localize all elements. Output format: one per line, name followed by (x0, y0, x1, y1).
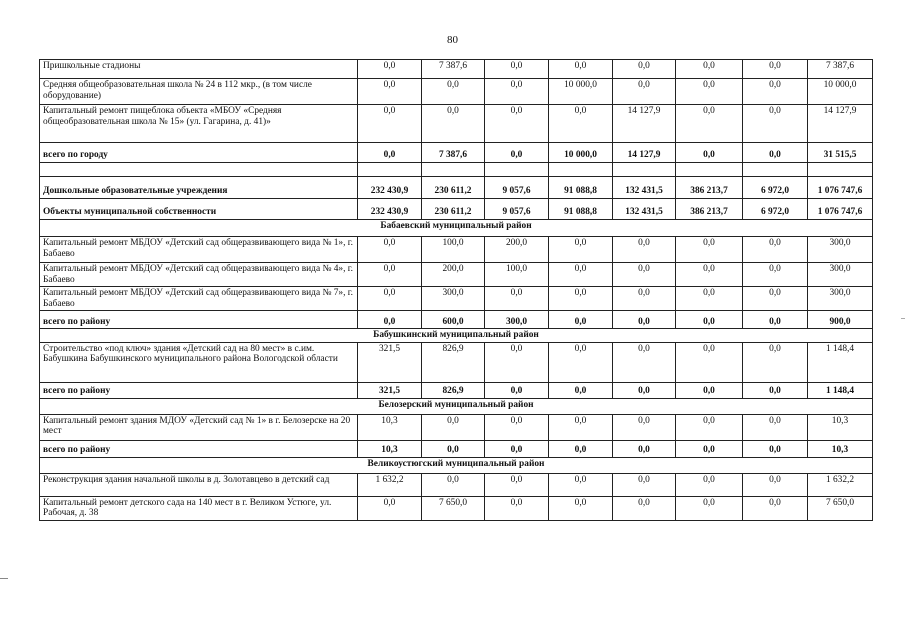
row-total-cell: 14 127,9 (808, 105, 873, 143)
value-cell: 0,0 (485, 414, 549, 440)
value-cell: 321,5 (358, 382, 422, 398)
value-cell: 0,0 (676, 143, 743, 163)
total-row (40, 177, 873, 199)
row-total-cell: 300,0 (808, 287, 873, 311)
value-cell: 0,0 (613, 473, 676, 496)
value-cell: 0,0 (613, 414, 676, 440)
value-cell: 0,0 (676, 496, 743, 520)
row-total-cell: 1 076 747,6 (808, 199, 873, 220)
value-cell: 230 611,2 (422, 177, 485, 199)
value-cell: 0,0 (676, 287, 743, 311)
value-cell: 0,0 (743, 143, 808, 163)
value-cell: 10 000,0 (549, 79, 613, 105)
value-cell: 386 213,7 (676, 177, 743, 199)
value-cell: 0,0 (485, 79, 549, 105)
value-cell: 0,0 (549, 496, 613, 520)
value-cell: 10 000,0 (549, 143, 613, 163)
row-total-cell: 900,0 (808, 311, 873, 329)
empty-cell (358, 163, 422, 177)
value-cell: 9 057,6 (485, 177, 549, 199)
value-cell: 7 387,6 (422, 143, 485, 163)
total-row (40, 311, 873, 329)
value-cell: 0,0 (743, 263, 808, 287)
item-name: Капитальный ремонт МБДОУ «Детский сад общеразвивающего вида № 4», г. Бабаево (40, 263, 358, 287)
value-cell: 0,0 (613, 342, 676, 382)
value-cell: 0,0 (549, 473, 613, 496)
page-number: 80 (447, 34, 458, 46)
value-cell: 7 387,6 (422, 60, 485, 79)
value-cell: 0,0 (549, 263, 613, 287)
value-cell: 232 430,9 (358, 199, 422, 220)
value-cell: 0,0 (743, 496, 808, 520)
value-cell: 0,0 (613, 496, 676, 520)
value-cell: 0,0 (613, 311, 676, 329)
value-cell: 132 431,5 (613, 177, 676, 199)
section-title: Бабушкинский муниципальный район (40, 329, 873, 343)
total-label: Дошкольные образовательные учреждения (40, 177, 358, 199)
value-cell: 0,0 (358, 311, 422, 329)
value-cell: 826,9 (422, 342, 485, 382)
value-cell: 0,0 (358, 237, 422, 263)
value-cell: 10,3 (358, 414, 422, 440)
total-label: всего по району (40, 311, 358, 329)
row-total-cell: 1 148,4 (808, 342, 873, 382)
value-cell: 0,0 (485, 60, 549, 79)
value-cell: 300,0 (422, 287, 485, 311)
value-cell: 0,0 (358, 496, 422, 520)
value-cell: 0,0 (676, 382, 743, 398)
empty-cell (549, 163, 613, 177)
value-cell: 0,0 (676, 79, 743, 105)
value-cell: 0,0 (549, 342, 613, 382)
value-cell: 0,0 (549, 237, 613, 263)
value-cell: 0,0 (743, 342, 808, 382)
row-total-cell: 31 515,5 (808, 143, 873, 163)
value-cell: 386 213,7 (676, 199, 743, 220)
table-body (40, 60, 873, 521)
value-cell: 0,0 (743, 311, 808, 329)
value-cell: 132 431,5 (613, 199, 676, 220)
value-cell: 232 430,9 (358, 177, 422, 199)
value-cell: 0,0 (549, 311, 613, 329)
table-row (40, 60, 873, 79)
section-header-row (40, 329, 873, 343)
empty-cell (743, 163, 808, 177)
value-cell: 0,0 (613, 60, 676, 79)
total-label: всего по району (40, 440, 358, 457)
table-row (40, 79, 873, 105)
value-cell: 9 057,6 (485, 199, 549, 220)
value-cell: 0,0 (613, 263, 676, 287)
row-total-cell: 7 650,0 (808, 496, 873, 520)
section-header-row (40, 457, 873, 473)
value-cell: 600,0 (422, 311, 485, 329)
value-cell: 0,0 (676, 60, 743, 79)
empty-cell (808, 163, 873, 177)
value-cell: 0,0 (743, 473, 808, 496)
budget-table (39, 59, 873, 521)
value-cell: 0,0 (485, 382, 549, 398)
value-cell: 230 611,2 (422, 199, 485, 220)
empty-cell (422, 163, 485, 177)
total-row (40, 440, 873, 457)
value-cell: 200,0 (422, 263, 485, 287)
value-cell: 0,0 (422, 473, 485, 496)
item-name: Капитальный ремонт здания МДОУ «Детский сад № 1» в г. Белозерске на 20 мест (40, 414, 358, 440)
value-cell: 300,0 (485, 311, 549, 329)
value-cell: 0,0 (358, 79, 422, 105)
value-cell: 0,0 (613, 287, 676, 311)
value-cell: 14 127,9 (613, 105, 676, 143)
value-cell: 0,0 (613, 79, 676, 105)
row-total-cell: 10 000,0 (808, 79, 873, 105)
row-total-cell: 10,3 (808, 440, 873, 457)
value-cell: 0,0 (676, 311, 743, 329)
value-cell: 0,0 (358, 263, 422, 287)
total-label: всего по городу (40, 143, 358, 163)
item-name: Средняя общеобразовательная школа № 24 в 112 мкр., (в том числе оборудование) (40, 79, 358, 105)
value-cell: 0,0 (743, 105, 808, 143)
total-row (40, 382, 873, 398)
value-cell: 0,0 (613, 382, 676, 398)
empty-cell (485, 163, 549, 177)
section-title: Белозерский муниципальный район (40, 398, 873, 414)
value-cell: 0,0 (358, 60, 422, 79)
row-total-cell: 10,3 (808, 414, 873, 440)
value-cell: 14 127,9 (613, 143, 676, 163)
value-cell: 100,0 (422, 237, 485, 263)
empty-cell (40, 163, 358, 177)
value-cell: 0,0 (549, 60, 613, 79)
value-cell: 0,0 (676, 342, 743, 382)
value-cell: 0,0 (676, 414, 743, 440)
scan-margin-mark (0, 578, 8, 579)
table-row (40, 473, 873, 496)
value-cell: 0,0 (676, 237, 743, 263)
value-cell: 0,0 (422, 79, 485, 105)
value-cell: 0,0 (358, 143, 422, 163)
value-cell: 0,0 (743, 287, 808, 311)
value-cell: 0,0 (422, 105, 485, 143)
table-row (40, 105, 873, 143)
value-cell: 0,0 (422, 440, 485, 457)
row-total-cell: 1 148,4 (808, 382, 873, 398)
row-total-cell: 300,0 (808, 237, 873, 263)
value-cell: 0,0 (358, 105, 422, 143)
value-cell: 0,0 (422, 414, 485, 440)
value-cell: 91 088,8 (549, 199, 613, 220)
section-title: Великоустюгский муниципальный район (40, 457, 873, 473)
value-cell: 1 632,2 (358, 473, 422, 496)
value-cell: 200,0 (485, 237, 549, 263)
row-total-cell: 7 387,6 (808, 60, 873, 79)
value-cell: 10,3 (358, 440, 422, 457)
value-cell: 0,0 (485, 143, 549, 163)
row-total-cell: 1 632,2 (808, 473, 873, 496)
item-name: Капитальный ремонт пищеблока объекта «МБОУ «Средняя общеобразовательная школа № 15» (ул. Гагарина, д. 41)» (40, 105, 358, 143)
value-cell: 0,0 (485, 440, 549, 457)
section-header-row (40, 220, 873, 237)
row-total-cell: 1 076 747,6 (808, 177, 873, 199)
table-row (40, 287, 873, 311)
value-cell: 0,0 (613, 440, 676, 457)
table-row (40, 414, 873, 440)
item-name: Строительство «под ключ» здания «Детский сад на 80 мест» в с.им. Бабушкина Бабушкинского муниципального района Вологодской области (40, 342, 358, 382)
value-cell: 0,0 (485, 342, 549, 382)
item-name: Капитальный ремонт МБДОУ «Детский сад общеразвивающего вида № 1», г. Бабаево (40, 237, 358, 263)
value-cell: 0,0 (743, 79, 808, 105)
row-total-cell: 300,0 (808, 263, 873, 287)
table-row (40, 237, 873, 263)
table-row (40, 496, 873, 520)
value-cell: 0,0 (549, 414, 613, 440)
value-cell: 0,0 (358, 287, 422, 311)
total-label: Объекты муниципальной собственности (40, 199, 358, 220)
value-cell: 0,0 (676, 473, 743, 496)
value-cell: 0,0 (676, 440, 743, 457)
value-cell: 100,0 (485, 263, 549, 287)
table-row (40, 342, 873, 382)
value-cell: 321,5 (358, 342, 422, 382)
value-cell: 7 650,0 (422, 496, 485, 520)
value-cell: 0,0 (485, 287, 549, 311)
value-cell: 0,0 (743, 60, 808, 79)
value-cell: 0,0 (743, 414, 808, 440)
value-cell: 0,0 (676, 105, 743, 143)
value-cell: 0,0 (549, 287, 613, 311)
item-name: Капитальный ремонт детского сада на 140 мест в г. Великом Устюге, ул. Рабочая, д. 38 (40, 496, 358, 520)
total-label: всего по району (40, 382, 358, 398)
spacer-row (40, 163, 873, 177)
empty-cell (676, 163, 743, 177)
value-cell: 91 088,8 (549, 177, 613, 199)
section-title: Бабаевский муниципальный район (40, 220, 873, 237)
total-row (40, 143, 873, 163)
total-row (40, 199, 873, 220)
value-cell: 0,0 (549, 382, 613, 398)
value-cell: 6 972,0 (743, 177, 808, 199)
value-cell: 0,0 (613, 237, 676, 263)
item-name: Капитальный ремонт МБДОУ «Детский сад общеразвивающего вида № 7», г. Бабаево (40, 287, 358, 311)
item-name: Реконструкция здания начальной школы в д. Золотавцево в детский сад (40, 473, 358, 496)
item-name: Пришкольные стадионы (40, 60, 358, 79)
value-cell: 0,0 (676, 263, 743, 287)
table-row (40, 263, 873, 287)
value-cell: 826,9 (422, 382, 485, 398)
value-cell: 0,0 (743, 382, 808, 398)
value-cell: 0,0 (743, 237, 808, 263)
value-cell: 0,0 (485, 496, 549, 520)
section-header-row (40, 398, 873, 414)
empty-cell (613, 163, 676, 177)
value-cell: 0,0 (485, 473, 549, 496)
value-cell: 0,0 (549, 440, 613, 457)
value-cell: 0,0 (549, 105, 613, 143)
value-cell: 6 972,0 (743, 199, 808, 220)
value-cell: 0,0 (485, 105, 549, 143)
scan-margin-mark (901, 318, 905, 319)
value-cell: 0,0 (743, 440, 808, 457)
